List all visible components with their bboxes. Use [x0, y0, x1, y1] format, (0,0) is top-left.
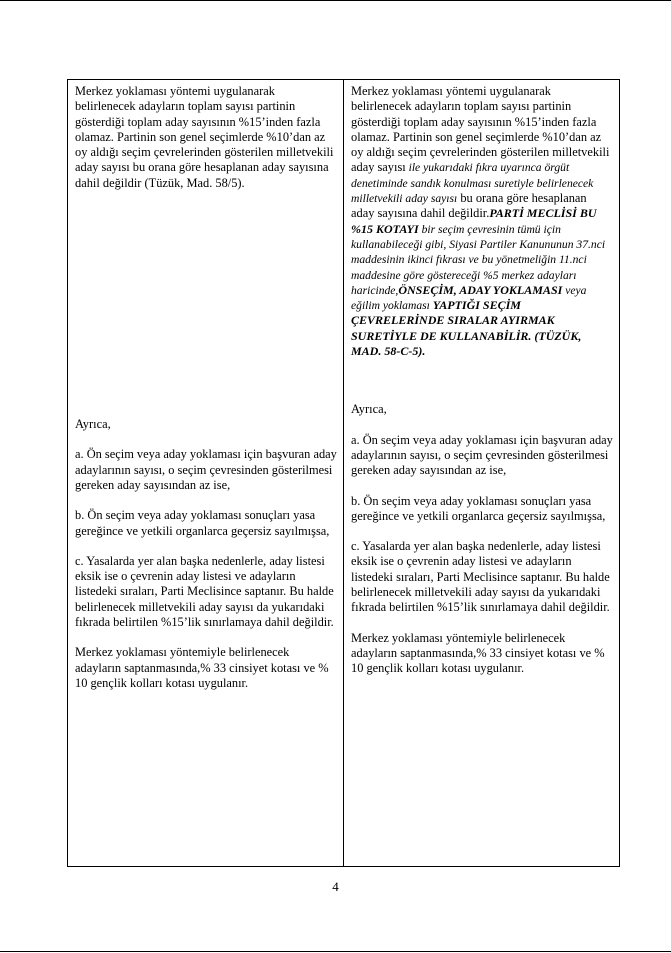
- bottom-rule: [0, 951, 671, 952]
- top-rule: [0, 0, 671, 1]
- right-intro-bold-2: ÖNSEÇİM, ADAY YOKLAMASI: [398, 282, 563, 297]
- left-ayrica-label: Ayrıca,: [75, 417, 111, 432]
- right-intro-part-1: Merkez yoklaması yöntemi uygulanarak belirlenecek adayların toplam sayısı partinin gösterdiği toplam aday sayısının %15’inden fazla olamaz. Partinin son genel seçimlerde %10’dan az oy aldığı seçim çevrelerinden gösterilen milletvekili aday sayısı: [351, 84, 610, 175]
- table-row: [68, 80, 620, 867]
- right-closing-paragraph: Merkez yoklaması yöntemiyle belirlenecek adayların saptanmasında,% 33 cinsiyet kotası ve % 10 gençlik kolları kotası uygulanır.: [351, 630, 605, 676]
- right-item-a: a. Ön seçim veya aday yoklaması için başvuran aday adaylarının sayısı, o seçim çevresinden gösterilmesi gereken aday sayısından az ise,: [351, 432, 613, 478]
- left-item-b: b. Ön seçim veya aday yoklaması sonuçları yasa gereğince ve yetkili organlarca geçersiz sayılmışsa,: [75, 508, 330, 538]
- left-closing-paragraph: Merkez yoklaması yöntemiyle belirlenecek adayların saptanmasında,% 33 cinsiyet kotası ve % 10 gençlik kolları kotası uygulanır.: [75, 645, 329, 690]
- right-ayrica-label: Ayrıca,: [351, 402, 387, 417]
- right-intro-paragraph: [351, 84, 613, 359]
- right-column-cell: [344, 80, 620, 867]
- right-item-b: b. Ön seçim veya aday yoklaması sonuçları yasa gereğince ve yetkili organlarca geçersiz sayılmışsa,: [351, 493, 606, 523]
- right-intro-italic-3: veya eğilim yoklaması: [351, 283, 587, 313]
- left-intro-paragraph: Merkez yoklaması yöntemi uygulanarak belirlenecek adayların toplam sayısı partinin gösterdiği toplam aday sayısının %15’inden fazla olamaz. Partinin son genel seçimlerde %10’dan az oy aldığı seçim çevrelerinden gösterilen milletvekili aday sayısı bu orana göre hesaplanan aday sayısına dahil değildir (Tüzük, Mad. 58/5).: [75, 84, 334, 190]
- right-intro-bold-3: YAPTIĞI SEÇİM ÇEVRELERİNDE SIRALAR AYIRMAK SURETİYLE DE KULLANABİLİR. (TÜZÜK, MAD. 58-C-5).: [351, 298, 582, 359]
- left-item-c: c. Yasalarda yer alan başka nedenlerle, aday listesi eksik ise o çevrenin aday listesi ve adayların listedeki sıraları, Parti Meclisince saptanır. Bu halde belirlenecek milletvekili aday sayısı da yukarıdaki fıkrada belirtilen %15’lik sınırlamaya dahil değildir.: [75, 553, 334, 630]
- right-intro-italic-2: bir seçim çevresinin tümü için kullanabileceği gibi, Siyasi Partiler Kanununun 37.nci maddesinin ikinci fıkrası ve bu yönetmeliğin 11.nci maddesine göre göstereceği %5 merkez adayları haricinde,: [351, 222, 606, 297]
- left-column-cell: [68, 80, 344, 867]
- page-number: 4: [332, 879, 339, 894]
- left-item-a: a. Ön seçim veya aday yoklaması için başvuran aday adaylarının sayısı, o seçim çevresinden gösterilmesi gereken aday sayısından az ise,: [75, 447, 337, 492]
- right-intro-italic-1: ile yukarıdaki fıkra uyarınca örgüt denetiminde sandık konulması suretiyle belirlenecek milletvekili aday sayısı: [351, 161, 594, 206]
- comparison-table: [67, 79, 620, 867]
- right-intro-bold-1: PARTİ MECLİSİ BU %15 KOTAYI: [351, 206, 597, 236]
- right-item-c: c. Yasalarda yer alan başka nedenlerle, aday listesi eksik ise o çevrenin aday listesi ve adayların listedeki sıraları, Parti Meclisince saptanır. Bu halde belirlenecek milletvekili aday sayısı da yukarıdaki fıkrada belirtilen %15’lik sınırlamaya dahil değildir.: [351, 539, 610, 615]
- right-intro-part-2: bu orana göre hesaplanan aday sayısına dahil değildir.: [351, 191, 587, 221]
